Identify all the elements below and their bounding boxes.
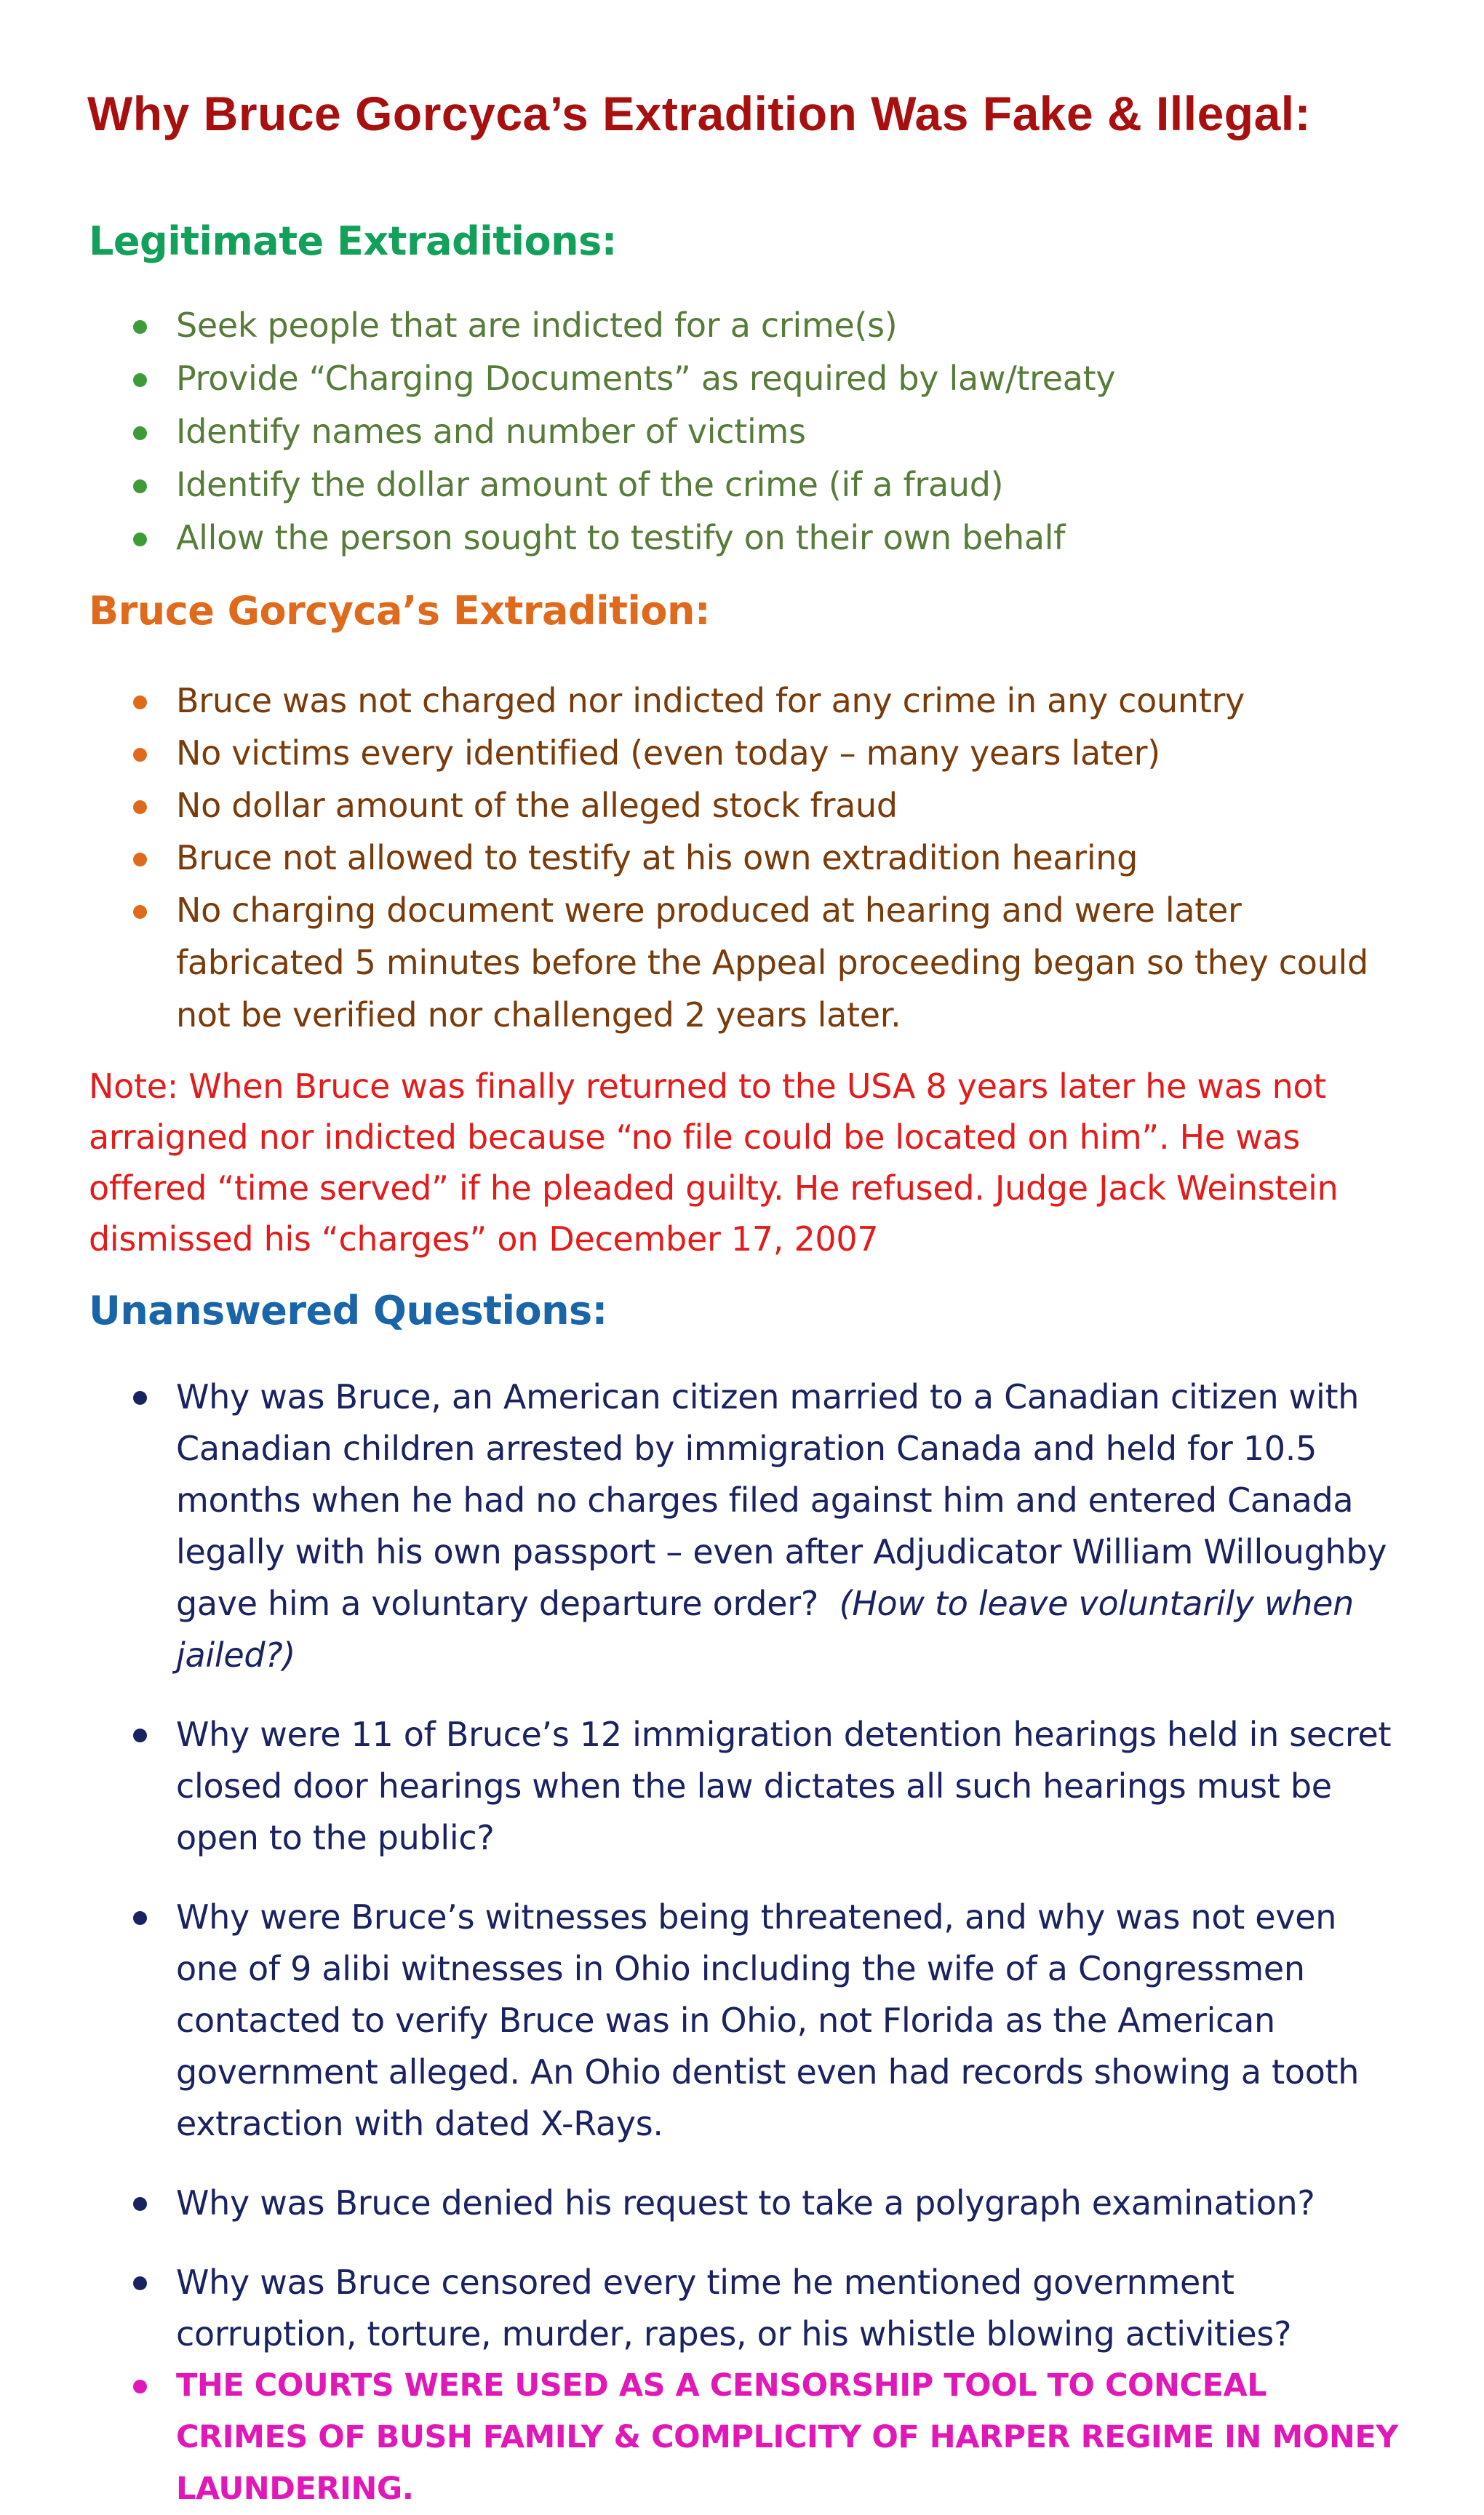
list-item-text: Identify names and number of victims (176, 412, 806, 451)
list-item (0, 517, 1484, 570)
page-title: Why Bruce Gorcyca’s Extradition Was Fake & Illegal: (87, 87, 1312, 140)
unanswered-questions-list (0, 1371, 1484, 2515)
list-item-text: Why was Bruce denied his request to take a polygraph examination? (176, 2183, 1315, 2223)
bullet-icon (133, 800, 147, 814)
bruce-extradition-heading: Bruce Gorcyca’s Extradition: (89, 588, 711, 634)
bullet-icon (133, 905, 147, 919)
list-item (0, 2257, 1484, 2360)
bullet-icon (133, 426, 147, 440)
list-item (0, 357, 1484, 410)
list-item-text: THE COURTS WERE USED AS A CENSORSHIP TOOL TO CONCEAL CRIMES OF BUSH FAMILY & COMPLICITY OF HARPER REGIME IN MONEY LAUNDERING. (176, 2367, 1398, 2507)
bullet-icon (133, 320, 147, 334)
bruce-extradition-list (0, 674, 1484, 1041)
bullet-icon (133, 479, 147, 493)
bullet-icon (133, 2380, 147, 2394)
list-item (0, 1892, 1484, 2150)
list-item-text: Allow the person sought to testify on their own behalf (176, 518, 1066, 557)
legitimate-heading: Legitimate Extraditions: (89, 218, 617, 264)
list-item-text: No charging document were produced at hearing and were later fabricated 5 minutes before the Appeal proceeding began so they could not be verified nor challenged 2 years later. (176, 890, 1368, 1035)
list-item-italic-text: (How to leave voluntarily when jailed?) (176, 1584, 1354, 1675)
bullet-icon (133, 1391, 147, 1405)
bullet-icon (133, 533, 147, 546)
list-item-text: No dollar amount of the alleged stock fraud (176, 786, 898, 825)
bullet-icon (133, 1729, 147, 1742)
list-item-text: Why were 11 of Bruce’s 12 immigration detention hearings held in secret closed door hearings when the law dictates all such hearings must be open to the public? (176, 1715, 1392, 1857)
list-item (0, 884, 1484, 1041)
list-item (0, 832, 1484, 884)
list-item (0, 779, 1484, 832)
note-paragraph: Note: When Bruce was finally returned to the USA 8 years later he was not arraigned nor indicted because “no file could be located on him”. He was offered “time served” if he pleaded guilty. He refused. Judge Jack Weinstein dismissed his “charges” on December 17, 2007 (89, 1067, 1339, 1259)
bullet-icon (133, 373, 147, 387)
list-item (0, 2360, 1484, 2515)
list-item-text: No victims every identified (even today – many years later) (176, 733, 1160, 773)
list-item-text: Why was Bruce censored every time he mentioned government corruption, torture, murder, rapes, or his whistle blowing activities? (176, 2263, 1292, 2353)
list-item (0, 1371, 1484, 1681)
list-item-text: Why was Bruce, an American citizen married to a Canadian citizen with Canadian children arrested by immigration Canada and held for 10.5 months when he had no charges filed against him and entered Canada legally with his own passport – even after Adjudicator William Willoughby gave him a voluntary departure order? (176, 1377, 1387, 1623)
bullet-icon (133, 748, 147, 762)
bullet-icon (133, 2276, 147, 2290)
list-item-text: Bruce was not charged nor indicted for any crime in any country (176, 681, 1245, 720)
list-item (0, 2177, 1484, 2229)
list-item-text: Identify the dollar amount of the crime (if a fraud) (176, 465, 1004, 504)
legitimate-list (0, 304, 1484, 570)
list-item-text: Seek people that are indicted for a crime(s) (176, 306, 898, 345)
list-item-text: Bruce not allowed to testify at his own extradition hearing (176, 838, 1138, 877)
list-item-text: Why were Bruce’s witnesses being threatened, and why was not even one of 9 alibi witnesses in Ohio including the wife of a Congressmen contacted to verify Bruce was in Ohio, not Florida as the American government alleged. An Ohio dentist even had records showing a tooth extraction with dated X-Rays. (176, 1897, 1360, 2143)
list-item (0, 727, 1484, 779)
bullet-icon (133, 1911, 147, 1925)
list-item-text: Provide “Charging Documents” as required by law/treaty (176, 359, 1116, 398)
bullet-icon (133, 853, 147, 866)
list-item (0, 1709, 1484, 1864)
bullet-icon (133, 2197, 147, 2211)
list-item (0, 463, 1484, 517)
bullet-icon (133, 695, 147, 709)
unanswered-questions-heading: Unanswered Questions: (89, 1288, 607, 1334)
list-item (0, 410, 1484, 463)
list-item (0, 304, 1484, 357)
list-item (0, 674, 1484, 727)
